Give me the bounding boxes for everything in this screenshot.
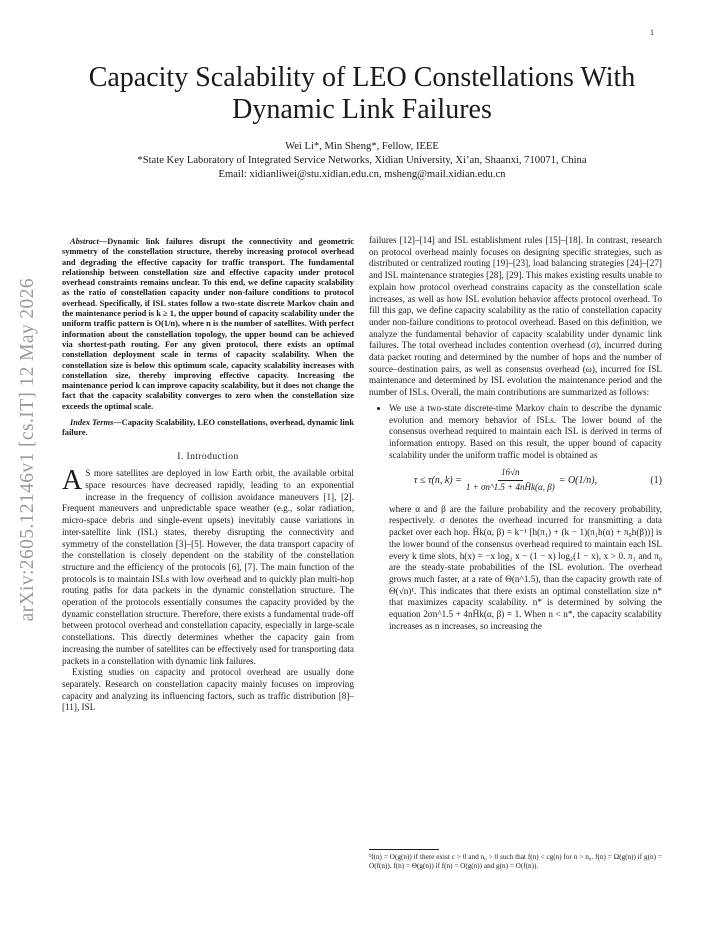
index-terms-text: —Capacity Scalability, LEO constellations, overhead, dynamic link failure. bbox=[62, 418, 354, 438]
dropcap: A bbox=[62, 465, 83, 497]
intro-paragraph-1-text: S more satellites are deployed in low Earth orbit, the available orbital space resources have decreased rapidly, leading to an exponential increase in the frequency of collision avoidance maneuvers [1], [2]. Frequent maneuvers and unpredictable space weather (e.g., solar radiation, micro-space debris and single-event upsets) inevitably cause variations in inter-satellite link (ISL) states, thereby disrupting the connectivity and symmetry of the constellation [3]–[5]. However, the data transport capacity of the constellation is closely dependent on the stability of the constellation structure and the efficiency of the protocols [6], [7]. The main function of the protocols is to maintain ISLs with low overhead and to quickly plan multi-hop routing paths for data packets in the dynamic constellation structure. The operation of the protocols essentially consumes the capacity provided by the dynamic constellation structure. Therefore, there exists a fundamental trade-off between protocol overhead and constellation capacity, especially in large-scale constellations. This directly determines whether the capacity gain from increasing the number of satellites can be effectively used for transporting data packets in a constellation with dynamic link failures. bbox=[62, 468, 354, 666]
paper-header bbox=[62, 62, 662, 182]
list-item bbox=[389, 403, 662, 462]
section-heading: I. Introduction bbox=[177, 450, 239, 462]
equation-1 bbox=[369, 467, 662, 493]
arxiv-stamp bbox=[10, 200, 46, 700]
index-terms-label: Index Terms bbox=[70, 418, 114, 428]
abstract-label: Abstract bbox=[70, 237, 99, 246]
abstract bbox=[62, 237, 354, 412]
right-column bbox=[369, 235, 662, 633]
intro-paragraph-1 bbox=[62, 465, 354, 667]
equation-rhs: = O(1/n), bbox=[558, 474, 598, 486]
contributions-list bbox=[369, 403, 662, 462]
equation-fraction bbox=[466, 467, 555, 493]
abstract-text: —Dynamic link failures disrupt the connectivity and geometric symmetry of the constellation structure, thereby increasing protocol overhead and degrading the effective capacity for traffic transport. The fundamental relationship between constellation size and effective capacity under protocol overhead constraints remains unclear. To this end, we define capacity scalability as the ratio of constellation capacity under non-failure conditions to protocol overhead. Specifically, if ISL states follow a two-state discrete Markov chain and the maintenance period is k ≥ 1, the upper bound of capacity scalability under the uniform traffic pattern is O(1/n), where n is the number of satellites. With perfect information about the constellation topology, the upper bound can be achieved via shortest-path routing. For any given protocol, there exists an optimal constellation deployment scale in terms of capacity scalability. When the constellation size is below this optimum scale, capacity scalability increases with constellation size, thereby improving effective capacity. Increasing the maintenance period k can improve capacity scalability, but it does not change the fact that the capacity scalability converges to zero when the constellation size exceeds the optimal scale. bbox=[62, 237, 354, 411]
bullet-1-text: We use a two-state discrete-time Markov chain to describe the dynamic evolution and memory behavior of ISLs. The lower bound of the consensus overhead required to maintain each ISL is derived in terms of information entropy. Based on this result, the upper bound of capacity scalability under the uniform traffic model is obtained as bbox=[389, 402, 662, 460]
author-line: Wei Li*, Min Sheng*, Fellow, IEEE bbox=[285, 141, 439, 152]
paper-title: Capacity Scalability of LEO Constellations With Dynamic Link Failures bbox=[88, 62, 636, 125]
bullet-1-continuation: where α and β are the failure probability and the recovery probability, respectively. σ denotes the overhead incurred for transmitting a data packet over each hop. H̄k(α, β) = k⁻¹ [h(π₁) + (k − 1)(π₁h(α) + π₀h(β))] is the lower bound of the consensus overhead required to maintain each ISL every k time slots, h(x) = −x log₂ x − (1 − x) log₂(1 − x), x > 0. π₁ and π₀ are the steady-state probabilities of the ISL evolution. The overhead grows much faster, at a rate of Θ(n^1.5), than the capacity growth rate of Θ(√n)¹. This indicates that there exists an optimal constellation size n* that maximizes capacity scalability. n* is determined by solving the equation 2σn^1.5 + 4nH̄k(α, β) = 1. When n < n*, the capacity scalability increases as n increases, so increasing the bbox=[389, 503, 662, 631]
footnote: ¹f(n) = O(g(n)) if there exist c > 0 and n₀ > 0 such that f(n) < cg(n) for n > n₀. f(n) = Ω(g(n)) if g(n) = O(f(n)). f(n) = Θ(g(n)) if f(n) = O(g(n)) and g(n) = O(f(n)). bbox=[369, 853, 662, 870]
footnote-rule bbox=[369, 849, 439, 850]
email-line: Email: xidianliwei@stu.xidian.edu.cn, msheng@mail.xidian.edu.cn bbox=[218, 169, 506, 180]
equation-body bbox=[369, 467, 642, 493]
right-intro-paragraph: failures [12]–[14] and ISL establishment rules [15]–[18]. In contrast, research on protocol overhead mainly focuses on designing specific strategies, such as distributed or centralized routing [19]–[23], load balancing strategies [24]–[27] and ISL maintenance strategies [28], [29]. This makes existing results unable to explain how protocol overhead constrains capacity as the constellation scale increases, as well as how ISL evolution behavior affects protocol overhead. To fill this gap, we define capacity scalability as the ratio of constellation capacity under non-failure conditions to protocol overhead. Based on this definition, we analyze the fundamental behavior of capacity scalability under dynamic link failures. The total overhead includes contention overhead (σ), incurred during data packet routing and determined by the number of hops and the number of source–destination pairs, as well as consensus overhead (ω), incurred for ISL maintenance and determined by ISL evolution the maintenance period and the number of ISLs. Overall, the main contributions are summarized as follows: bbox=[369, 235, 662, 398]
arxiv-identifier: arXiv:2605.12146v1 [cs.IT] 12 May 2026 bbox=[17, 278, 38, 622]
left-column bbox=[62, 237, 354, 714]
affiliation: *State Key Laboratory of Integrated Service Networks, Xidian University, Xi’an, Shaanxi, 710071, China bbox=[137, 155, 587, 166]
equation-denominator: 1 + σn^1.5 + 4nH̄k(α, β) bbox=[465, 482, 555, 493]
index-terms bbox=[62, 418, 354, 439]
equation-number: (1) bbox=[650, 474, 662, 486]
equation-lhs: τ ≤ τ(n, k) = bbox=[413, 474, 462, 486]
equation-numerator: 16√n bbox=[498, 467, 522, 481]
page-number: 1 bbox=[650, 28, 654, 37]
intro-paragraph-2: Existing studies on capacity and protocol overhead are usually done separately. Research on constellation capacity mainly focuses on improving capacity and analyzing its influencing factors, such as traffic distribution [8]–[11], ISL bbox=[62, 667, 354, 713]
